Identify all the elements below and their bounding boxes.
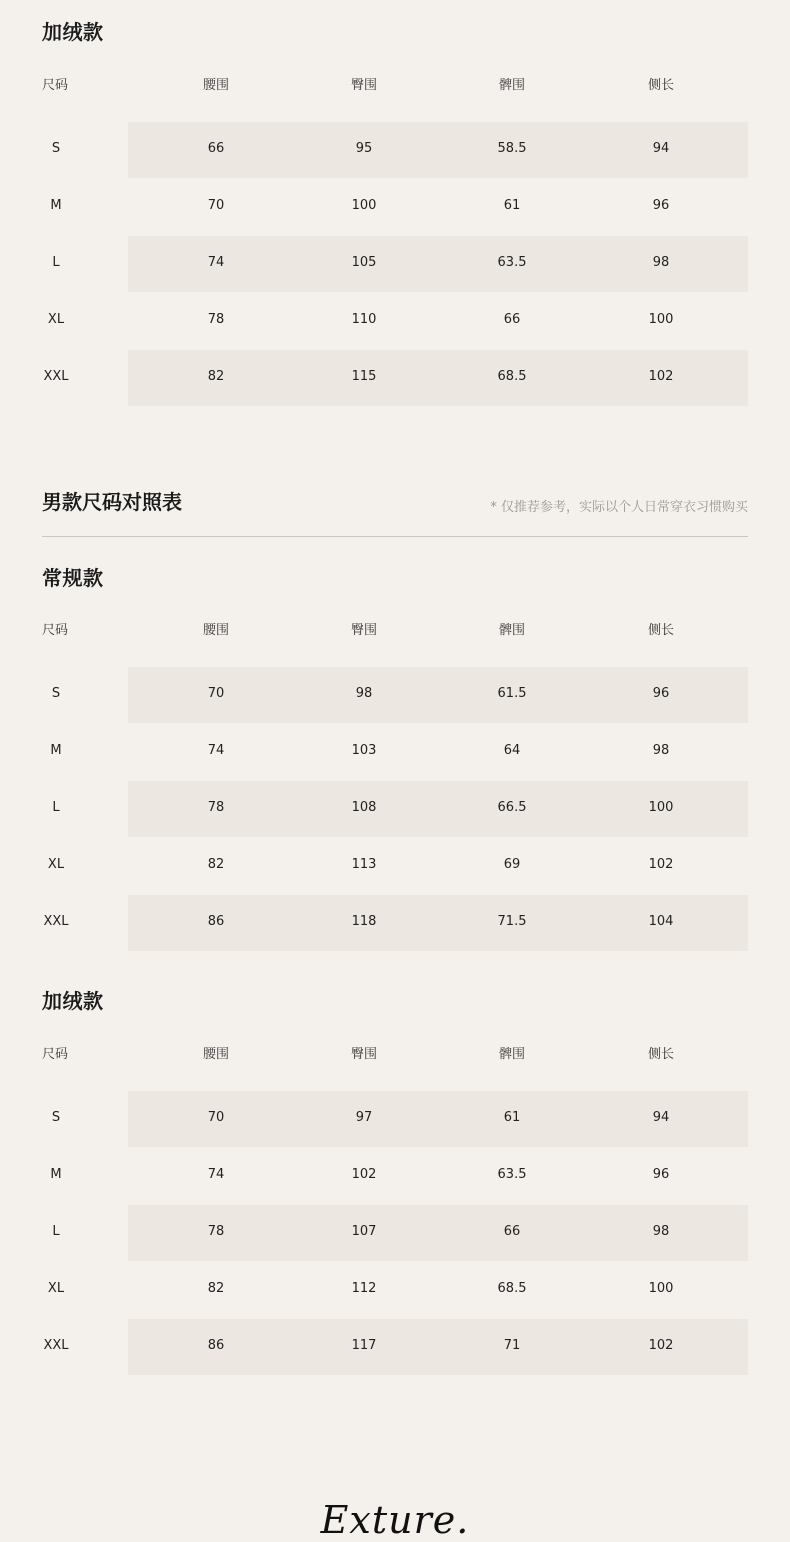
hip-cell: 117 [351, 1338, 377, 1353]
section-title: 加绒款 [42, 20, 104, 44]
table-row [42, 838, 748, 895]
hip-cell: 95 [355, 141, 373, 156]
header-hip: 臀围 [350, 78, 378, 93]
size-cell: XL [47, 312, 65, 327]
table-row [42, 293, 748, 350]
size-cell: L [52, 255, 60, 270]
waist-cell: 82 [207, 857, 225, 872]
header-size: 尺码 [42, 1047, 69, 1062]
side-length-cell: 98 [652, 743, 670, 758]
hip-cell: 105 [351, 255, 377, 270]
thigh-cell: 63.5 [497, 1167, 527, 1182]
waist-cell: 86 [207, 1338, 225, 1353]
side-length-cell: 100 [648, 800, 674, 815]
side-length-cell: 102 [648, 1338, 674, 1353]
waist-cell: 70 [207, 1110, 225, 1125]
thigh-cell: 66 [503, 312, 521, 327]
side-length-cell: 102 [648, 369, 674, 384]
hip-cell: 112 [351, 1281, 377, 1296]
header-thigh: 髀围 [498, 623, 526, 638]
size-cell: S [51, 141, 61, 156]
waist-cell: 70 [207, 198, 225, 213]
size-cell: M [50, 1167, 62, 1182]
size-cell: M [50, 198, 62, 213]
size-cell: XL [47, 1281, 65, 1296]
table-body [42, 667, 748, 952]
table-row [42, 1262, 748, 1319]
hip-cell: 97 [355, 1110, 373, 1125]
table-body [42, 1091, 748, 1376]
side-length-cell: 94 [652, 1110, 670, 1125]
waist-cell: 82 [207, 1281, 225, 1296]
waist-cell: 74 [207, 743, 225, 758]
header-size: 尺码 [42, 78, 69, 93]
header-waist: 腰围 [202, 1047, 230, 1062]
thigh-cell: 66 [503, 1224, 521, 1239]
table-row [42, 1091, 748, 1148]
header-side-length: 侧长 [647, 1047, 675, 1062]
thigh-cell: 71 [503, 1338, 521, 1353]
table-row [42, 1205, 748, 1262]
header-thigh: 髀围 [498, 78, 526, 93]
thigh-cell: 68.5 [497, 1281, 527, 1296]
hip-cell: 100 [351, 198, 377, 213]
hip-cell: 113 [351, 857, 377, 872]
table-header [42, 74, 748, 94]
table-row [42, 179, 748, 236]
hip-cell: 108 [351, 800, 377, 815]
men-chart-title: 男款尺码对照表 [42, 490, 182, 514]
hip-cell: 103 [351, 743, 377, 758]
waist-cell: 78 [207, 1224, 225, 1239]
thigh-cell: 66.5 [497, 800, 527, 815]
thigh-cell: 61.5 [497, 686, 527, 701]
thigh-cell: 61 [503, 1110, 521, 1125]
thigh-cell: 69 [503, 857, 521, 872]
size-cell: XXL [43, 369, 69, 384]
table-row [42, 1148, 748, 1205]
side-length-cell: 102 [648, 857, 674, 872]
waist-cell: 78 [207, 312, 225, 327]
header-hip: 臀围 [350, 1047, 378, 1062]
waist-cell: 66 [207, 141, 225, 156]
table-row [42, 781, 748, 838]
table-row [42, 236, 748, 293]
thigh-cell: 61 [503, 198, 521, 213]
size-cell: M [50, 743, 62, 758]
hip-cell: 110 [351, 312, 377, 327]
side-length-cell: 100 [648, 1281, 674, 1296]
table-row [42, 724, 748, 781]
size-cell: S [51, 686, 61, 701]
size-cell: L [52, 1224, 60, 1239]
table-header [42, 1043, 748, 1063]
side-length-cell: 96 [652, 686, 670, 701]
header-hip: 臀围 [350, 623, 378, 638]
table-row [42, 895, 748, 952]
section-title: 常规款 [42, 566, 104, 590]
thigh-cell: 68.5 [497, 369, 527, 384]
hip-cell: 107 [351, 1224, 377, 1239]
thigh-cell: 63.5 [497, 255, 527, 270]
thigh-cell: 58.5 [497, 141, 527, 156]
size-cell: L [52, 800, 60, 815]
side-length-cell: 96 [652, 198, 670, 213]
side-length-cell: 100 [648, 312, 674, 327]
waist-cell: 78 [207, 800, 225, 815]
waist-cell: 74 [207, 255, 225, 270]
table-header [42, 619, 748, 639]
header-side-length: 侧长 [647, 623, 675, 638]
waist-cell: 70 [207, 686, 225, 701]
hip-cell: 98 [355, 686, 373, 701]
section-title: 加绒款 [42, 989, 104, 1013]
table-row [42, 122, 748, 179]
hip-cell: 115 [351, 369, 377, 384]
table-row [42, 667, 748, 724]
brand-logo: Exture. [320, 1498, 470, 1542]
header-size: 尺码 [42, 623, 69, 638]
divider [42, 536, 748, 537]
waist-cell: 86 [207, 914, 225, 929]
hip-cell: 118 [351, 914, 377, 929]
side-length-cell: 104 [648, 914, 674, 929]
header-waist: 腰围 [202, 78, 230, 93]
side-length-cell: 94 [652, 141, 670, 156]
reference-note: * 仅推荐参考，实际以个人日常穿衣习惯购买 [490, 500, 748, 515]
side-length-cell: 98 [652, 1224, 670, 1239]
table-row [42, 1319, 748, 1376]
waist-cell: 82 [207, 369, 225, 384]
size-cell: XXL [43, 914, 69, 929]
size-cell: XL [47, 857, 65, 872]
header-waist: 腰围 [202, 623, 230, 638]
size-cell: S [51, 1110, 61, 1125]
table-body [42, 122, 748, 407]
side-length-cell: 96 [652, 1167, 670, 1182]
side-length-cell: 98 [652, 255, 670, 270]
waist-cell: 74 [207, 1167, 225, 1182]
thigh-cell: 64 [503, 743, 521, 758]
header-thigh: 髀围 [498, 1047, 526, 1062]
thigh-cell: 71.5 [497, 914, 527, 929]
header-side-length: 侧长 [647, 78, 675, 93]
table-row [42, 350, 748, 407]
size-cell: XXL [43, 1338, 69, 1353]
hip-cell: 102 [351, 1167, 377, 1182]
